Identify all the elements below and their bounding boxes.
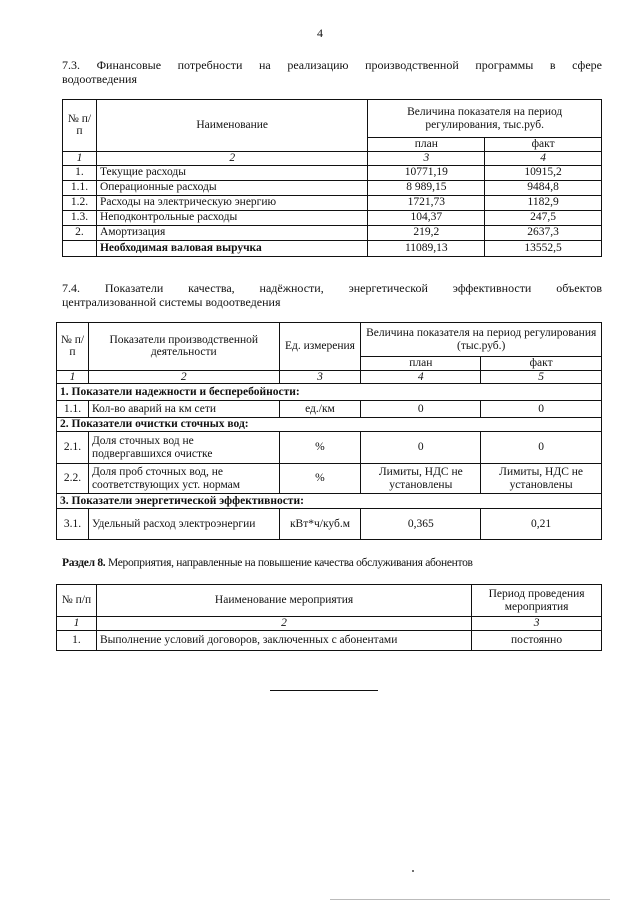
table-row: [63, 225, 602, 240]
row-name: Текущие расходы: [96, 165, 367, 180]
table-header-row: [57, 323, 602, 357]
row-plan: 0,365: [361, 509, 481, 540]
index-cell: 2: [96, 151, 367, 165]
section-7-4-title-line1: 7.4. Показатели качества, надёжности, энергетической эффективности объектов: [62, 281, 602, 295]
row-plan: 0: [361, 432, 481, 464]
row-num: 1.1.: [57, 401, 89, 418]
header-value: Величина показателя на период регулирования (тыс.руб.): [361, 323, 602, 357]
table-row: [57, 432, 602, 464]
group-reliability: 1. Показатели надежности и бесперебойности:: [57, 384, 602, 401]
index-cell: 3: [368, 151, 485, 165]
row-fact: 0: [481, 432, 602, 464]
row-fact: Лимиты, НДС не установлены: [481, 464, 602, 494]
header-value: Величина показателя на период регулирования, тыс.руб.: [368, 100, 602, 138]
total-num: [63, 240, 97, 256]
row-plan: 219,2: [368, 225, 485, 240]
group-energy: 3. Показатели энергетической эффективности:: [57, 494, 602, 509]
measures-table: [56, 584, 602, 651]
total-row: [63, 240, 602, 256]
header-plan: план: [361, 357, 481, 371]
row-num: 2.1.: [57, 432, 89, 464]
row-fact: 10915,2: [485, 165, 602, 180]
row-num: 1.2.: [63, 195, 97, 210]
group-row: [57, 418, 602, 432]
end-rule: [270, 690, 378, 691]
table-row: [63, 195, 602, 210]
table-row: [57, 631, 602, 651]
header-period: Период проведения мероприятия: [472, 585, 602, 617]
header-plan: план: [368, 138, 485, 152]
group-cleaning: 2. Показатели очистки сточных вод:: [57, 418, 602, 432]
header-fact: факт: [481, 357, 602, 371]
row-name: Доля сточных вод не подвергавшихся очистке: [88, 432, 279, 464]
row-unit: ед./км: [279, 401, 361, 418]
table-header-row: [57, 585, 602, 617]
row-name: Неподконтрольные расходы: [96, 210, 367, 225]
group-row: [57, 494, 602, 509]
page-number: 4: [317, 26, 323, 40]
row-num: 1.3.: [63, 210, 97, 225]
section-7-4-title: [62, 281, 602, 309]
section-8-title: [62, 557, 473, 569]
row-plan: Лимиты, НДС не установлены: [361, 464, 481, 494]
row-fact: 247,5: [485, 210, 602, 225]
row-plan: 8 989,15: [368, 180, 485, 195]
row-num: 2.: [63, 225, 97, 240]
group-row: [57, 384, 602, 401]
row-fact: 9484,8: [485, 180, 602, 195]
index-cell: 4: [485, 151, 602, 165]
index-cell: 1: [57, 370, 89, 384]
header-unit: Ед. измерения: [279, 323, 361, 371]
section-7-3-title: [62, 58, 602, 86]
financial-needs-table: [62, 99, 602, 257]
table-row: [63, 180, 602, 195]
table-row: [63, 210, 602, 225]
section-8-title-rest: Мероприятия, направленные на повышение качества обслуживания абонентов: [105, 557, 473, 569]
table-row: [57, 509, 602, 540]
row-name: Удельный расход электроэнергии: [88, 509, 279, 540]
table-index-row: [57, 370, 602, 384]
header-num: № п/п: [57, 585, 97, 617]
section-8-title-bold: Раздел 8.: [62, 557, 106, 569]
table-header-row: [63, 100, 602, 138]
header-name: Наименование: [96, 100, 367, 152]
row-name: Операционные расходы: [96, 180, 367, 195]
row-unit: кВт*ч/куб.м: [279, 509, 361, 540]
row-num: 1.1.: [63, 180, 97, 195]
table-row: [57, 401, 602, 418]
total-name: Необходимая валовая выручка: [96, 240, 367, 256]
row-name: Выполнение условий договоров, заключенных с абонентами: [96, 631, 471, 651]
total-plan: 11089,13: [368, 240, 485, 256]
index-cell: 1: [57, 617, 97, 631]
header-name: Показатели производственной деятельности: [88, 323, 279, 371]
row-unit: %: [279, 432, 361, 464]
quality-indicators-table: [56, 322, 602, 540]
index-cell: 2: [88, 370, 279, 384]
header-num: № п/п: [63, 100, 97, 152]
header-num: № п/п: [57, 323, 89, 371]
total-fact: 13552,5: [485, 240, 602, 256]
scan-dot: [412, 870, 414, 872]
row-num: 2.2.: [57, 464, 89, 494]
index-cell: 2: [96, 617, 471, 631]
index-cell: 1: [63, 151, 97, 165]
row-plan: 104,37: [368, 210, 485, 225]
row-fact: 1182,9: [485, 195, 602, 210]
table-row: [57, 464, 602, 494]
row-plan: 1721,73: [368, 195, 485, 210]
row-name: Кол-во аварий на км сети: [88, 401, 279, 418]
row-num: 1.: [57, 631, 97, 651]
row-plan: 0: [361, 401, 481, 418]
row-fact: 0: [481, 401, 602, 418]
section-7-3-title-line1: 7.3. Финансовые потребности на реализацию производственной программы в сфере: [62, 58, 602, 72]
row-unit: %: [279, 464, 361, 494]
row-num: 3.1.: [57, 509, 89, 540]
header-fact: факт: [485, 138, 602, 152]
row-num: 1.: [63, 165, 97, 180]
section-7-3-title-line2: водоотведения: [62, 72, 137, 86]
header-name: Наименование мероприятия: [96, 585, 471, 617]
row-fact: 2637,3: [485, 225, 602, 240]
table-index-row: [63, 151, 602, 165]
table-index-row: [57, 617, 602, 631]
scan-edge-line: [330, 899, 610, 900]
section-7-4-title-line2: централизованной системы водоотведения: [62, 295, 281, 309]
row-name: Расходы на электрическую энергию: [96, 195, 367, 210]
row-name: Доля проб сточных вод, не соответствующих уст. нормам: [88, 464, 279, 494]
index-cell: 4: [361, 370, 481, 384]
table-row: [63, 165, 602, 180]
index-cell: 3: [472, 617, 602, 631]
row-plan: 10771,19: [368, 165, 485, 180]
index-cell: 5: [481, 370, 602, 384]
row-name: Амортизация: [96, 225, 367, 240]
row-fact: 0,21: [481, 509, 602, 540]
row-period: постоянно: [472, 631, 602, 651]
index-cell: 3: [279, 370, 361, 384]
